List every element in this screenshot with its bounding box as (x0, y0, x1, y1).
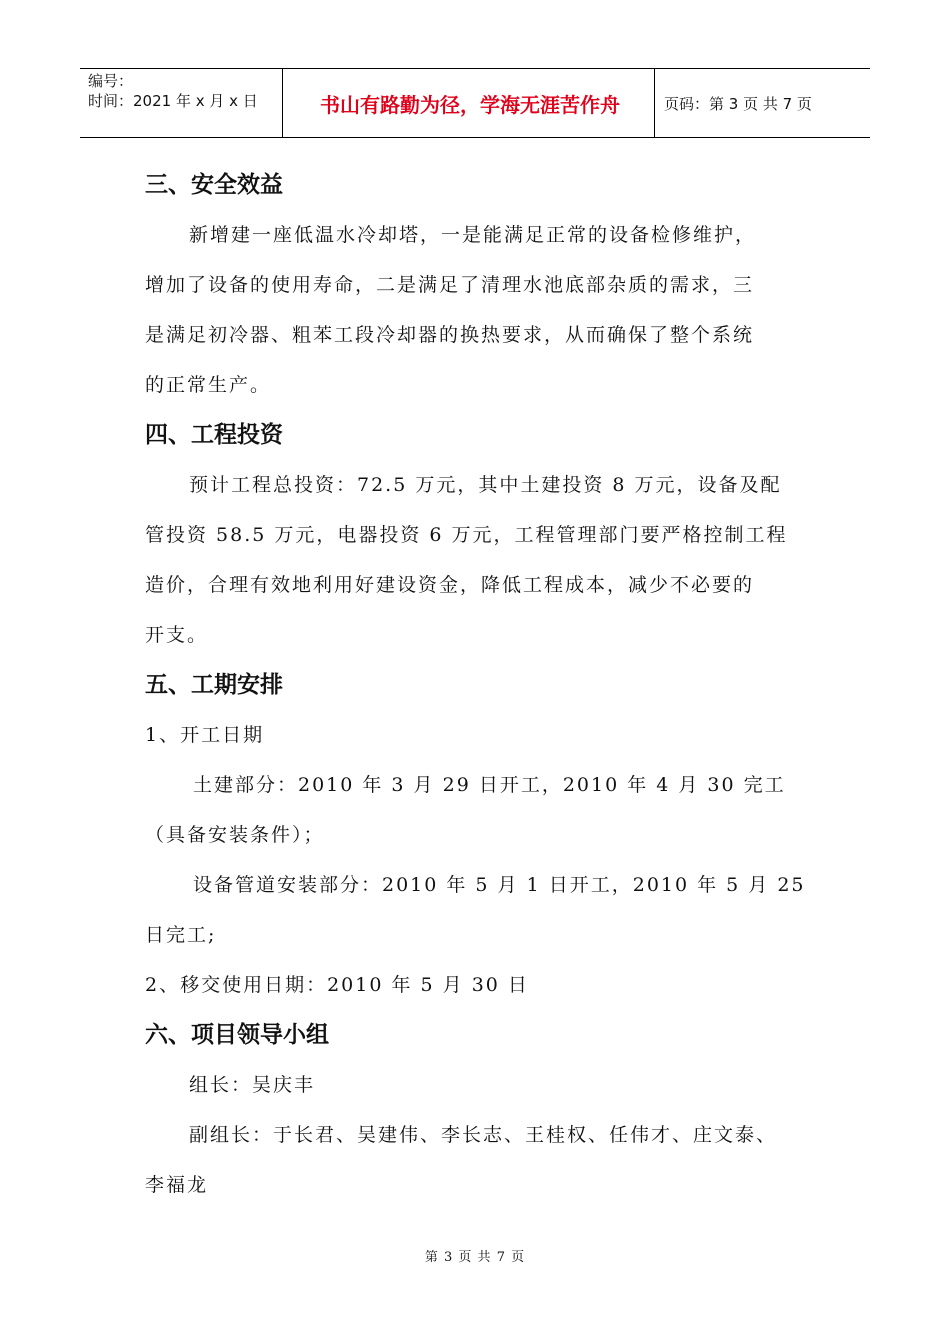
document-time-label: 时间：2021 年 x 月 x 日 (88, 92, 258, 110)
paragraph-deputy-leaders (145, 1110, 835, 1210)
section-heading-safety: 三、安全效益 (145, 172, 283, 198)
paragraph-line: 管投资 58.5 万元，电器投资 6 万元，工程管理部门要严格控制工程 (145, 524, 788, 546)
page-footer: 第 3 页 共 7 页 (424, 1250, 526, 1265)
section-heading-schedule: 五、工期安排 (145, 672, 283, 698)
list-item-handover-date: 2、移交使用日期：2010 年 5 月 30 日 (145, 974, 529, 996)
paragraph-line: 日完工; (145, 924, 217, 946)
team-leader: 组长：吴庆丰 (189, 1074, 316, 1096)
list-item-start-date: 1、开工日期 (145, 724, 265, 746)
paragraph-investment (145, 460, 835, 660)
section-heading-leadership: 六、项目领导小组 (145, 1022, 329, 1048)
page-header (80, 68, 870, 138)
header-divider (654, 69, 655, 137)
paragraph-line: （具备安装条件）； (145, 824, 325, 846)
paragraph-line: 是满足初冷器、粗苯工段冷却器的换热要求，从而确保了整个系统 (145, 324, 755, 346)
paragraph-line: 李福龙 (145, 1174, 209, 1196)
paragraph-line: 副组长：于长君、吴建伟、李长志、王桂权、任伟才、庄文泰、 (189, 1124, 778, 1146)
paragraph-safety (145, 210, 835, 410)
header-page-info: 页码：第 3 页 共 7 页 (664, 94, 812, 113)
document-body (145, 160, 835, 1210)
paragraph-line: 预计工程总投资：72.5 万元，其中土建投资 8 万元，设备及配 (189, 474, 782, 496)
paragraph-line: 增加了设备的使用寿命，二是满足了清理水池底部杂质的需求，三 (145, 274, 755, 296)
header-divider (282, 69, 283, 137)
header-motto: 书山有路勤为径，学海无涯苦作舟 (320, 92, 620, 117)
paragraph-line: 开支。 (145, 624, 209, 646)
paragraph-line: 造价，合理有效地利用好建设资金，降低工程成本，减少不必要的 (145, 574, 755, 596)
paragraph-line: 的正常生产。 (145, 374, 272, 396)
paragraph-line: 新增建一座低温水冷却塔，一是能满足正常的设备检修维护， (189, 224, 757, 246)
header-meta (88, 71, 258, 111)
paragraph-line: 土建部分：2010 年 3 月 29 日开工，2010 年 4 月 30 完工 (193, 774, 786, 796)
document-number-label: 编号： (88, 72, 134, 90)
paragraph-line: 设备管道安装部分：2010 年 5 月 1 日开工，2010 年 5 月 25 (193, 874, 806, 896)
section-heading-investment: 四、工程投资 (145, 422, 283, 448)
paragraph-civil-works (145, 760, 835, 860)
paragraph-equipment-install (145, 860, 835, 960)
